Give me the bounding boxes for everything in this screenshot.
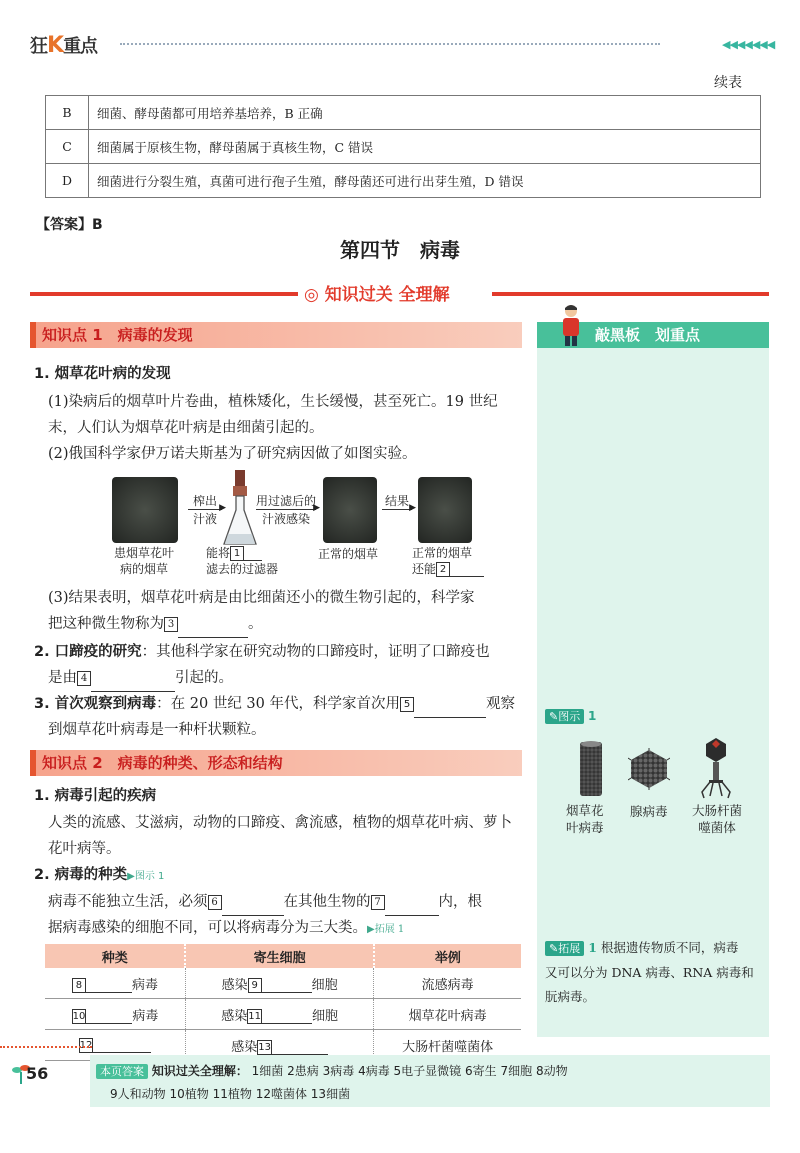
fig-caption-2: 能将 1 滤去的过滤器 <box>206 546 279 576</box>
sidebar-title: 敲黑板 划重点 <box>537 322 769 348</box>
fig-caption-4: 正常的烟草 还能 2 <box>412 545 484 577</box>
continued-label: 续表 <box>714 75 742 91</box>
section-title: 第四节 病毒 <box>340 238 460 262</box>
header-arrows-icon: ◀◀◀◀◀◀◀ <box>722 38 775 51</box>
filter-flask-icon <box>222 470 258 548</box>
kp1-heading-1: 1. 烟草花叶病的发现 <box>34 366 171 382</box>
table-row: 12 感染13 大肠杆菌噬菌体 <box>45 1030 521 1061</box>
knowledge-point-1-header: 知识点 1 病毒的发现 <box>30 322 522 348</box>
phage-label: 大肠杆菌 噬菌体 <box>692 803 743 835</box>
continued-table <box>45 95 761 198</box>
diseased-tobacco-image <box>112 477 178 543</box>
virus-type-table: 种类 寄生细胞 举例 8 病毒 感染 9 细胞 流感病毒 10 病毒 感染11 细胞 烟草花叶病毒 12 感染13 大肠杆菌噬菌体 <box>45 944 521 1061</box>
banner-bar-right <box>492 292 769 296</box>
kp1-heading-2: 2. 口蹄疫的研究：其他科学家在研究动物的口蹄疫时，证明了口蹄疫也 <box>34 644 490 660</box>
banner-title: ◎ 知识过关 全理解 <box>298 280 456 305</box>
table-row: B 细菌、酵母菌都可用培养基培养，B 正确 <box>46 96 761 130</box>
kp1-paragraph-3a: (3)结果表明，烟草花叶病是由比细菌还小的微生物引起的，科学家 <box>48 590 475 606</box>
kp1-paragraph-4: 是由 4 引起的。 <box>48 664 233 692</box>
tobacco-mosaic-virus-icon <box>578 740 604 798</box>
kp1-heading-3: 3. 首次观察到病毒：在 20 世纪 30 年代，科学家首次用 5 观察 <box>34 690 515 718</box>
table-row: 10 病毒 感染11 细胞 烟草花叶病毒 <box>45 999 521 1030</box>
tmv-label: 烟草花 叶病毒 <box>566 803 604 835</box>
page-number: 56 <box>26 1064 49 1083</box>
illustration-tag: ✎图示 1 <box>545 708 596 724</box>
answer-line: 【答案】B <box>36 217 103 233</box>
arrow-label-1: 榨出 ▶ 汁液 <box>188 492 222 527</box>
arrow-label-2: 用过滤后的 ▶ 汁液感染 <box>256 494 320 526</box>
table-row: C 细菌属于原核生物，酵母菌属于真核生物，C 错误 <box>46 130 761 164</box>
kp2-paragraph-2b: 据病毒感染的细胞不同，可以将病毒分为三大类。▶拓展 1 <box>48 920 405 936</box>
fig-caption-3: 正常的烟草 <box>318 547 379 561</box>
brand-logo: 狂K重点 <box>30 33 98 58</box>
kp2-paragraph-1b: 花叶病等。 <box>48 841 121 857</box>
adenovirus-label: 腺病毒 <box>630 804 668 819</box>
footer-dotted-line <box>0 1046 92 1048</box>
adenovirus-icon <box>628 748 670 790</box>
banner-bar-left <box>30 292 298 296</box>
extension-note: ✎拓展 1 根据遗传物质不同，病毒 又可以分为 DNA 病毒、RNA 病毒和 朊病毒。 <box>545 940 754 1004</box>
knowledge-point-2-header: 知识点 2 病毒的种类、形态和结构 <box>30 750 522 776</box>
teacher-icon <box>560 304 582 346</box>
header-dotted-line <box>120 43 660 45</box>
table-row: D 细菌进行分裂生殖，真菌可进行孢子生殖，酵母菌还可进行出芽生殖，D 错误 <box>46 164 761 198</box>
answer-key-tag: 本页答案 <box>96 1064 148 1079</box>
footer-answers-line-1: 本页答案 知识过关全理解： 1细菌 2患病 3病毒 4病毒 5电子显微镜 6寄生 7细胞 8动物 <box>96 1062 568 1079</box>
arrow-label-3: 结果 ▶ <box>382 492 412 510</box>
table-row: 8 病毒 感染 9 细胞 流感病毒 <box>45 968 521 999</box>
kp1-paragraph-3b: 把这种微生物称为 3 。 <box>48 610 263 638</box>
extension-link[interactable]: ▶拓展 1 <box>367 924 405 935</box>
kp2-heading-2: 2. 病毒的种类▶图示 1 <box>34 867 165 883</box>
sidebar-panel <box>537 322 769 1037</box>
kp1-paragraph-5: 到烟草花叶病毒是一种杆状颗粒。 <box>48 722 266 738</box>
kp2-heading-1: 1. 病毒引起的疾病 <box>34 788 157 804</box>
kp2-paragraph-2a: 病毒不能独立生活，必须 6 在其他生物的 7 内，根 <box>48 888 482 916</box>
kp1-paragraph-1a: (1)染病后的烟草叶片卷曲，植株矮化，生长缓慢，甚至死亡。19 世纪 <box>48 394 498 410</box>
extension-tag: ✎拓展 <box>545 941 584 956</box>
kp2-paragraph-1a: 人类的流感、艾滋病，动物的口蹄疫、禽流感，植物的烟草花叶病、萝卜 <box>48 815 512 831</box>
still-diseased-tobacco-image <box>418 477 472 543</box>
normal-tobacco-image <box>323 477 377 543</box>
kp1-paragraph-1b: 末，人们认为烟草花叶病是由细菌引起的。 <box>48 420 324 436</box>
kp1-paragraph-2: (2)俄国科学家伊万诺夫斯基为了研究病因做了如图实验。 <box>48 446 417 462</box>
fig-caption-1: 患烟草花叶 病的烟草 <box>114 546 175 576</box>
footer-answers-line-2: 9人和动物 10植物 11植物 12噬菌体 13细菌 <box>110 1087 351 1101</box>
bacteriophage-icon <box>698 736 734 800</box>
illustration-link[interactable]: ▶图示 1 <box>127 871 165 882</box>
